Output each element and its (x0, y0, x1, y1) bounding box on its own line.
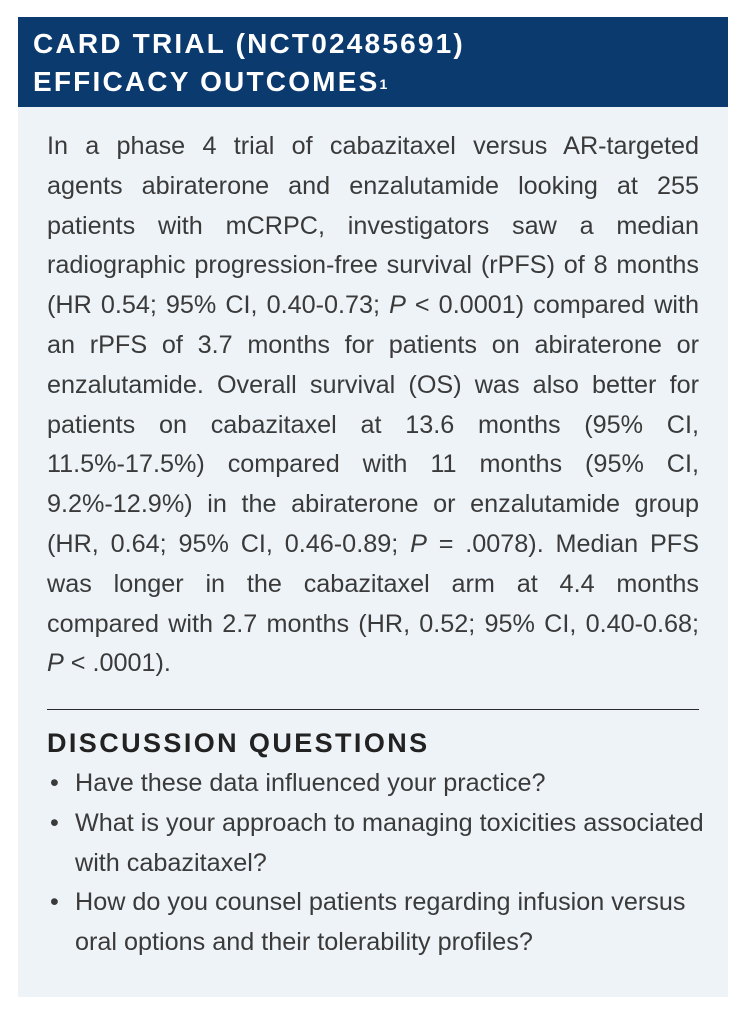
bullet-icon: • (50, 808, 59, 837)
bullet-icon: • (50, 888, 59, 917)
bullet-icon: • (50, 769, 59, 797)
header-title-line1: CARD TRIAL (NCT02485691) (33, 28, 465, 59)
card-header (18, 17, 728, 107)
paragraph-segment: In a phase 4 trial of cabazitaxel versus AR-targeted agents abiraterone and enzalutamide looking at 255 patients with mCRPC, investigators saw a median radiographic progression-free survival (rPFS) of 8 months (HR 0.54; 95% CI, 0.40-0.73; (47, 132, 699, 320)
header-title-line2-text: EFFICACY OUTCOMES (33, 66, 380, 97)
p-value-symbol: P (389, 291, 406, 320)
efficacy-paragraph (47, 127, 699, 684)
paragraph-segment: < .0001). (63, 649, 171, 678)
list-item (47, 804, 707, 884)
list-item (47, 883, 707, 963)
section-divider (47, 709, 699, 710)
p-value-symbol: P (410, 529, 427, 558)
discussion-questions-list (47, 764, 707, 963)
efficacy-card (18, 17, 728, 997)
p-value-symbol: P (47, 649, 64, 678)
question-text: What is your approach to managing toxicities associated with cabazitaxel? (75, 808, 704, 877)
list-item (47, 764, 707, 804)
header-title-line2 (33, 63, 728, 101)
paragraph-segment: < 0.0001) compared with an rPFS of 3.7 months for patients on abiraterone or enzalutamide. Overall survival (OS) was also better for patients on cabazitaxel at 13.6 months (95% CI, 11.5%-17.5%) compared with 11 months (95% CI, 9.2%-12.9%) in the abiraterone or enzalutamide group (HR, 0.64; 95% CI, 0.46-0.89; (47, 291, 699, 558)
paragraph-segment: = .0078). Median PFS was longer in the cabazitaxel arm at 4.4 months compared with 2.7 months (HR, 0.52; 95% CI, 0.40-0.68; (47, 529, 699, 638)
discussion-heading: DISCUSSION QUESTIONS (47, 728, 430, 758)
reference-superscript: 1 (379, 76, 388, 92)
question-text: Have these data influenced your practice? (75, 769, 546, 797)
question-text: How do you counsel patients regarding infusion versus oral options and their tolerability profiles? (75, 888, 686, 957)
